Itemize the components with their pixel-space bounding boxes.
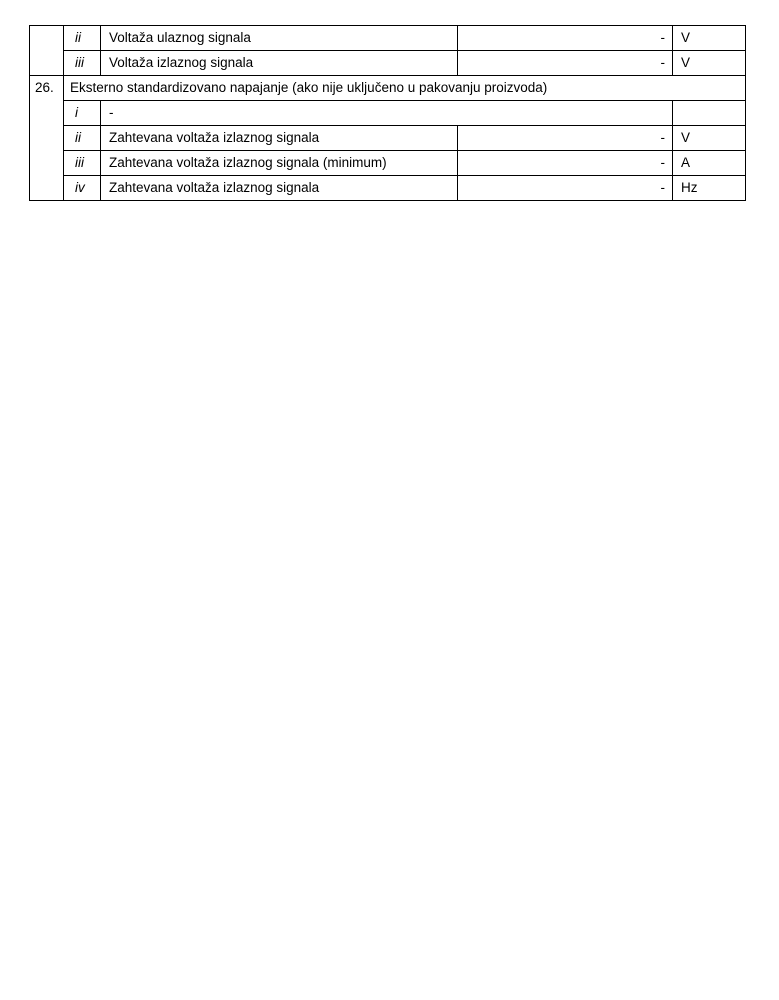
sub-index: iii bbox=[64, 151, 101, 176]
row-unit: A bbox=[673, 151, 746, 176]
row-label: Zahtevana voltaža izlaznog signala bbox=[101, 126, 458, 151]
row-unit: Hz bbox=[673, 176, 746, 201]
specification-table bbox=[29, 25, 746, 201]
sub-index: iv bbox=[64, 176, 101, 201]
row-unit: V bbox=[673, 26, 746, 51]
row-value: - bbox=[458, 51, 673, 76]
row-label: Zahtevana voltaža izlaznog signala (minimum) bbox=[101, 151, 458, 176]
row-unit: V bbox=[673, 126, 746, 151]
row-value: - bbox=[458, 176, 673, 201]
empty-unit-cell bbox=[673, 101, 746, 126]
table-row bbox=[30, 151, 746, 176]
sub-index: ii bbox=[64, 26, 101, 51]
row-label: Voltaža ulaznog signala bbox=[101, 26, 458, 51]
section-number: 26. bbox=[30, 76, 64, 201]
section-header-row bbox=[30, 76, 746, 101]
row-unit: V bbox=[673, 51, 746, 76]
row-text: - bbox=[101, 101, 673, 126]
row-value: - bbox=[458, 151, 673, 176]
table-row bbox=[30, 176, 746, 201]
row-value: - bbox=[458, 26, 673, 51]
table-row bbox=[30, 101, 746, 126]
table-row bbox=[30, 51, 746, 76]
section-number-cell-empty bbox=[30, 26, 64, 76]
sub-index: i bbox=[64, 101, 101, 126]
row-label: Voltaža izlaznog signala bbox=[101, 51, 458, 76]
row-value: - bbox=[458, 126, 673, 151]
table-row bbox=[30, 26, 746, 51]
section-title: Eksterno standardizovano napajanje (ako nije uključeno u pakovanju proizvoda) bbox=[64, 76, 746, 101]
table-row bbox=[30, 126, 746, 151]
row-label: Zahtevana voltaža izlaznog signala bbox=[101, 176, 458, 201]
sub-index: ii bbox=[64, 126, 101, 151]
sub-index: iii bbox=[64, 51, 101, 76]
